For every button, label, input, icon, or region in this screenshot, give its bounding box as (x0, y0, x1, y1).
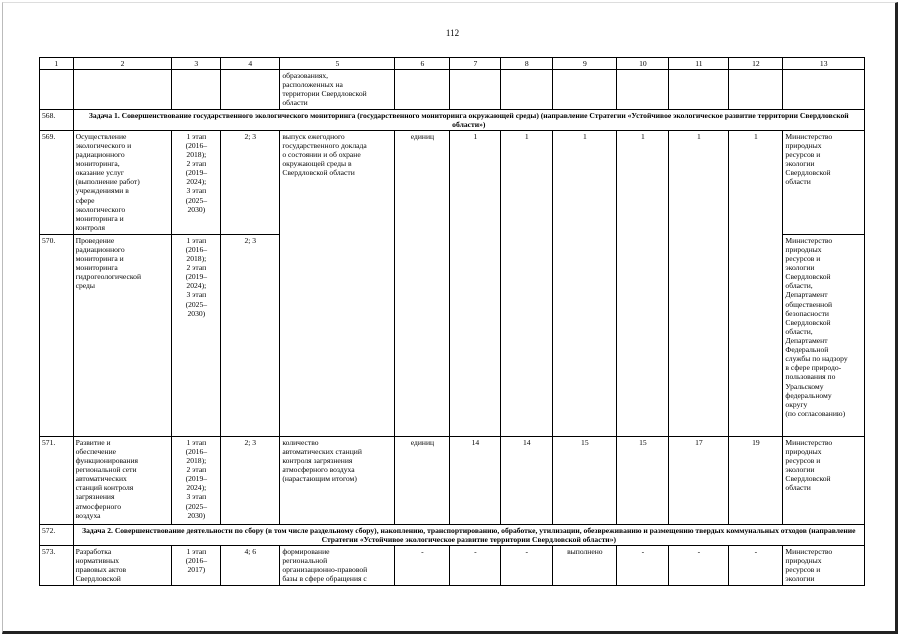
value-cell: 1 (450, 130, 501, 436)
task-heading-row (40, 109, 865, 130)
row-number: 569. (40, 130, 74, 234)
row-number: 572. (40, 524, 74, 545)
responsible-cell: Министерство природных ресурсов и экологии (783, 545, 865, 585)
unit-cell: - (395, 545, 450, 585)
value-cell: 1 (501, 130, 553, 436)
stage-cell: 1 этап (2016– 2018); 2 этап (2019– 2024); 3 этап (2025– 2030) (172, 130, 221, 234)
page-number: 112 (445, 28, 460, 38)
value-cell: 15 (617, 436, 669, 524)
row-number: 568. (40, 109, 74, 130)
value-cell: 14 (501, 436, 553, 524)
row-number: 573. (40, 545, 74, 585)
goal-cell: 2; 3 (221, 130, 280, 234)
indicator-cell: выпуск ежегодного государственного доклада о состоянии и об охране окружающей среды в Свердловской области (280, 130, 395, 436)
col-header: 2 (73, 58, 172, 70)
row-number: 570. (40, 234, 74, 436)
col-header: 4 (221, 58, 280, 70)
responsible-cell: Министерство природных ресурсов и экологии Свердловской области (783, 130, 865, 234)
table-row (40, 130, 865, 234)
value-cell: - (669, 545, 729, 585)
indicator-cell: образованиях, расположенных на территории Свердловской области (280, 70, 395, 109)
column-number-row (40, 58, 865, 70)
stage-cell: 1 этап (2016– 2018); 2 этап (2019– 2024); 3 этап (2025– 2030) (172, 234, 221, 436)
value-cell: выполнено (553, 545, 617, 585)
col-header: 8 (501, 58, 553, 70)
unit-cell: единиц (395, 436, 450, 524)
col-header: 9 (553, 58, 617, 70)
value-cell: - (729, 545, 783, 585)
task-heading: Задача 1. Совершенствование государственного экологического мониторинга (государственного мониторинга окружающей среды) (направление Стратегии «Устойчивое экологическое развитие территории Свердловской области») (73, 109, 864, 130)
goal-cell: 4; 6 (221, 545, 280, 585)
responsible-cell: Министерство природных ресурсов и экологии Свердловской области (783, 436, 865, 524)
value-cell: 1 (617, 130, 669, 436)
table-row (40, 545, 865, 585)
responsible-cell: Министерство природных ресурсов и экологии Свердловской области, Департамент общественной безопасности Свердловской области, Департамент Федеральной службы по надзору в сфере природо- пользования по Уральскому федеральному округу (по согласованию) (783, 234, 865, 436)
unit-cell: единиц (395, 130, 450, 436)
value-cell: 17 (669, 436, 729, 524)
activity-name: Разработка нормативных правовых актов Свердловской (73, 545, 172, 585)
activity-name: Осуществление экологического и радиационного мониторинга, оказание услуг (выполнение работ) учреждениями в сфере экологического мониторинга и контроля (73, 130, 172, 234)
indicator-cell: формирование региональной организационно-правовой базы в сфере обращения с (280, 545, 395, 585)
col-header: 7 (450, 58, 501, 70)
continuation-row (40, 70, 865, 109)
col-header: 13 (783, 58, 865, 70)
col-header: 12 (729, 58, 783, 70)
stage-cell: 1 этап (2016– 2018); 2 этап (2019– 2024); 3 этап (2025– 2030) (172, 436, 221, 524)
col-header: 3 (172, 58, 221, 70)
goal-cell: 2; 3 (221, 234, 280, 436)
col-header: 10 (617, 58, 669, 70)
indicator-cell: количество автоматических станций контроля загрязнения атмосферного воздуха (нарастающим итогом) (280, 436, 395, 524)
col-header: 6 (395, 58, 450, 70)
col-header: 1 (40, 58, 74, 70)
value-cell: 15 (553, 436, 617, 524)
col-header: 5 (280, 58, 395, 70)
task-heading-row (40, 524, 865, 545)
table-row (40, 436, 865, 524)
program-table (39, 57, 865, 586)
col-header: 11 (669, 58, 729, 70)
task-heading: Задача 2. Совершенствование деятельности по сбору (в том числе раздельному сбору), накоплению, транспортированию, обработке, утилизации, обезвреживанию и размещению твердых коммунальных отходов (направление Стратегии «Устойчивое экологическое развитие территории Свердловской области») (73, 524, 864, 545)
value-cell: - (617, 545, 669, 585)
activity-name: Проведение радиационного мониторинга и мониторинга гидрогеологической среды (73, 234, 172, 436)
value-cell: - (501, 545, 553, 585)
row-number: 571. (40, 436, 74, 524)
goal-cell: 2; 3 (221, 436, 280, 524)
value-cell: 1 (553, 130, 617, 436)
value-cell: 1 (729, 130, 783, 436)
value-cell: 14 (450, 436, 501, 524)
value-cell: 19 (729, 436, 783, 524)
value-cell: - (450, 545, 501, 585)
value-cell: 1 (669, 130, 729, 436)
activity-name: Развитие и обеспечение функционирования региональной сети автоматических станций контроля загрязнения атмосферного воздуха (73, 436, 172, 524)
stage-cell: 1 этап (2016– 2017) (172, 545, 221, 585)
